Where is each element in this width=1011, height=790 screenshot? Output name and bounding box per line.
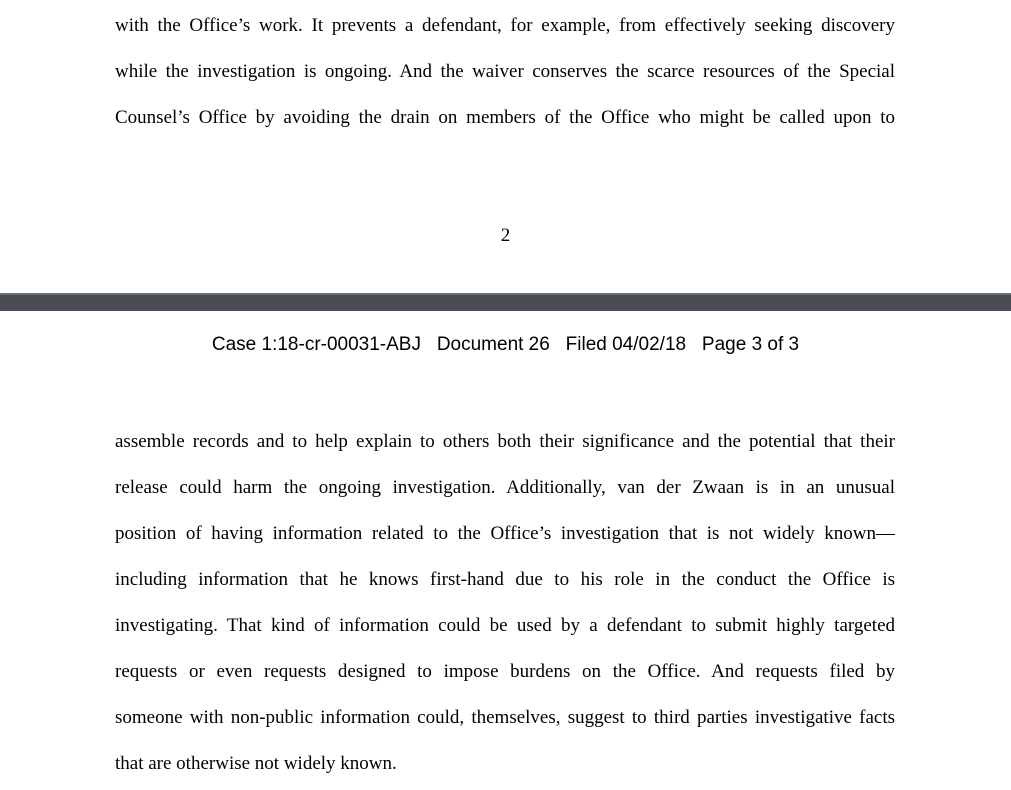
- body-text-line: someone with non-public information could, themselves, suggest to third parties investigative facts: [115, 707, 895, 728]
- case-header: Case 1:18-cr-00031-ABJ Document 26 Filed 04/02/18 Page 3 of 3: [211, 334, 800, 355]
- body-text-line: position of having information related to the Office’s investigation that is not widely known—: [115, 523, 895, 544]
- document-page-2: [0, 0, 1011, 293]
- body-text-line: that are otherwise not widely known.: [115, 753, 397, 774]
- body-text-line: requests or even requests designed to impose burdens on the Office. And requests filed by: [115, 661, 895, 682]
- body-text-line: including information that he knows first-hand due to his role in the conduct the Office is: [115, 569, 895, 590]
- body-text-line: while the investigation is ongoing. And the waiver conserves the scarce resources of the Special: [115, 61, 895, 82]
- page-number: 2: [500, 225, 511, 246]
- body-text-line: Counsel’s Office by avoiding the drain on members of the Office who might be called upon to: [115, 107, 895, 128]
- body-text-line: assemble records and to help explain to others both their significance and the potential that their: [115, 431, 895, 452]
- body-text-line: release could harm the ongoing investigation. Additionally, van der Zwaan is in an unusual: [115, 477, 895, 498]
- body-text-line: investigating. That kind of information could be used by a defendant to submit highly targeted: [115, 615, 895, 636]
- page-separator: [0, 293, 1011, 311]
- body-text-line: with the Office’s work. It prevents a defendant, for example, from effectively seeking discovery: [115, 15, 895, 36]
- document-page-3: [0, 311, 1011, 790]
